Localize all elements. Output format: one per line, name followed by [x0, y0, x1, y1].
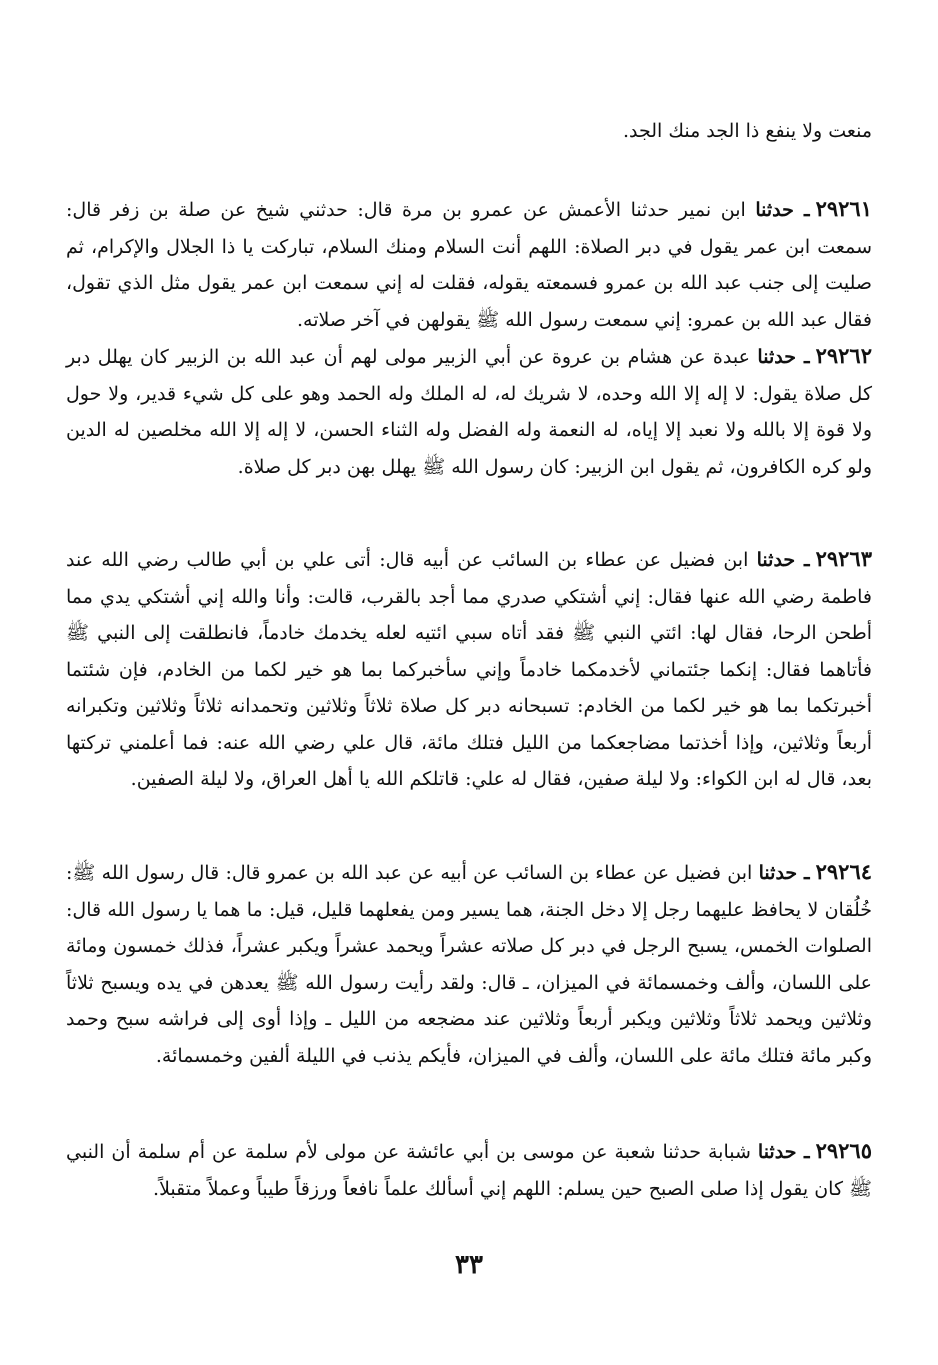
intro-text: منعت ولا ينفع ذا الجد منك الجد.: [622, 120, 872, 142]
dash-separator: ـ: [795, 549, 810, 571]
hadith-text: ابن فضيل عن عطاء بن السائب عن أبيه عن عبد الله بن عمرو قال: قال رسول الله ﷺ: خُلُقان لا يحافظ عليهما رجل إلا دخل الجنة، هما يسير ومن يفعلهما قليل، قيل: ما هما يا رسول الله قال: الصلوات الخمس، يسبح الرجل في دبر كل صلاته عشراً ويحمد عشراً ويكبر عشراً، فذلك خمسون ومائة على اللسان، وألف وخمسمائة في الميزان، ـ قال: ولقد رأيت رسول الله ﷺ يعدهن في يده ويسبح ثلاثاً وثلاثين ويحمد ثلاثاً وثلاثين ويكبر أربعاً وثلاثين عند مضجعه من الليل ـ وإذا أوى إلى فراشه سبح وحمد وكبر مائة فتلك مائة على اللسان، وألف في الميزان، فأيكم يذنب في الليلة ألفين وخمسمائة.: [66, 862, 872, 1067]
hadith-paragraph: [66, 854, 872, 1074]
hadith-paragraph: [66, 541, 872, 798]
dash-separator: ـ: [793, 199, 810, 221]
hadith-number: ٢٩٢٦١: [815, 196, 872, 221]
hadith-text: ابن نمير حدثنا الأعمش عن عمرو بن مرة قال: حدثني شيخ عن صلة بن زفر قال: سمعت ابن عمر يقول في دبر الصلاة: اللهم أنت السلام ومنك السلام، تباركت يا ذا الجلال والإكرام، ثم صليت إلى جنب عبد الله بن عمرو فسمعته يقوله، فقلت له إني سمعت ابن عمر يقول مثل الذي تقول، فقال عبد الله بن عمرو: إني سمعت رسول الله ﷺ يقولهن في آخر صلاته.: [66, 199, 873, 331]
dash-separator: ـ: [796, 1141, 810, 1163]
dash-separator: ـ: [795, 346, 810, 368]
hadith-number: ٢٩٢٦٢: [815, 343, 872, 368]
hadith-lead: حدثنا: [757, 1141, 797, 1163]
hadith-paragraph: [66, 1133, 872, 1207]
hadith-lead: حدثنا: [756, 549, 796, 571]
hadith-text: عبدة عن هشام بن عروة عن أبي الزبير مولى لهم أن عبد الله بن الزبير كان يهلل دبر كل صلاة يقول: لا إله إلا الله وحده، لا شريك له، له الملك وله الحمد وهو على كل شيء قدير، ولا حول ولا قوة إلا بالله ولا نعبد إلا إياه، له النعمة وله الفضل وله الثناء الحسن، لا إله إلا الله مخلصين له الدين ولو كره الكافرون، ثم يقول ابن الزبير: كان رسول الله ﷺ يهلل بهن دبر كل صلاة.: [66, 346, 872, 478]
hadith-text: ابن فضيل عن عطاء بن السائب عن أبيه قال: أتى علي بن أبي طالب رضي الله عند فاطمة رضي الله عنها فقال: إني أشتكي صدري مما أجد بالقرب، قالت: وأنا والله إني أشتكي يدي مما أطحن الرحا، فقال لها: ائتي النبي ﷺ فقد أتاه سبي ائتيه لعله يخدمك خادماً، فانطلقت إلى النبي ﷺ فأتاهما فقال: إنكما جئتماني لأخدمكما خادماً وإني سأخبركما بما هو خير لكما من الخادم، فإن شئتما أخبرتكما بما هو خير لكما من الخادم: تسبحانه دبر كل صلاة ثلاثاً وثلاثين وتحمدانه ثلاثاً وثلاثين وتكبرانه أربعاً وثلاثين، وإذا أخذتما مضاجعكما من الليل فتلك مائة، قال علي رضي الله عنه: فما أعلمني تركتها بعد، قال له ابن الكواء: ولا ليلة صفين، فقال له علي: قاتلكم الله يا أهل العراق، ولا ليلة الصفين.: [66, 549, 872, 790]
hadith-paragraph: [66, 191, 872, 338]
hadith-paragraph: [66, 338, 872, 485]
hadith-number: ٢٩٢٦٥: [815, 1138, 872, 1163]
hadith-lead: حدثنا: [757, 346, 796, 368]
hadith-number: ٢٩٢٦٤: [815, 859, 873, 884]
hadith-number: ٢٩٢٦٣: [815, 546, 872, 571]
hadith-lead: حدثنا: [758, 862, 798, 884]
hadith-text: شبابة حدثنا شعبة عن موسى بن أبي عائشة عن مولى لأم سلمة عن أم سلمة أن النبي ﷺ كان يقول إذا صلى الصبح حين يسلم: اللهم إني أسألك علماً نافعاً ورزقاً طيباً وعملاً متقبلاً.: [66, 1141, 872, 1200]
hadith-lead: حدثنا: [755, 199, 794, 221]
page-number: ٣٣: [455, 1250, 483, 1280]
dash-separator: ـ: [797, 862, 810, 884]
